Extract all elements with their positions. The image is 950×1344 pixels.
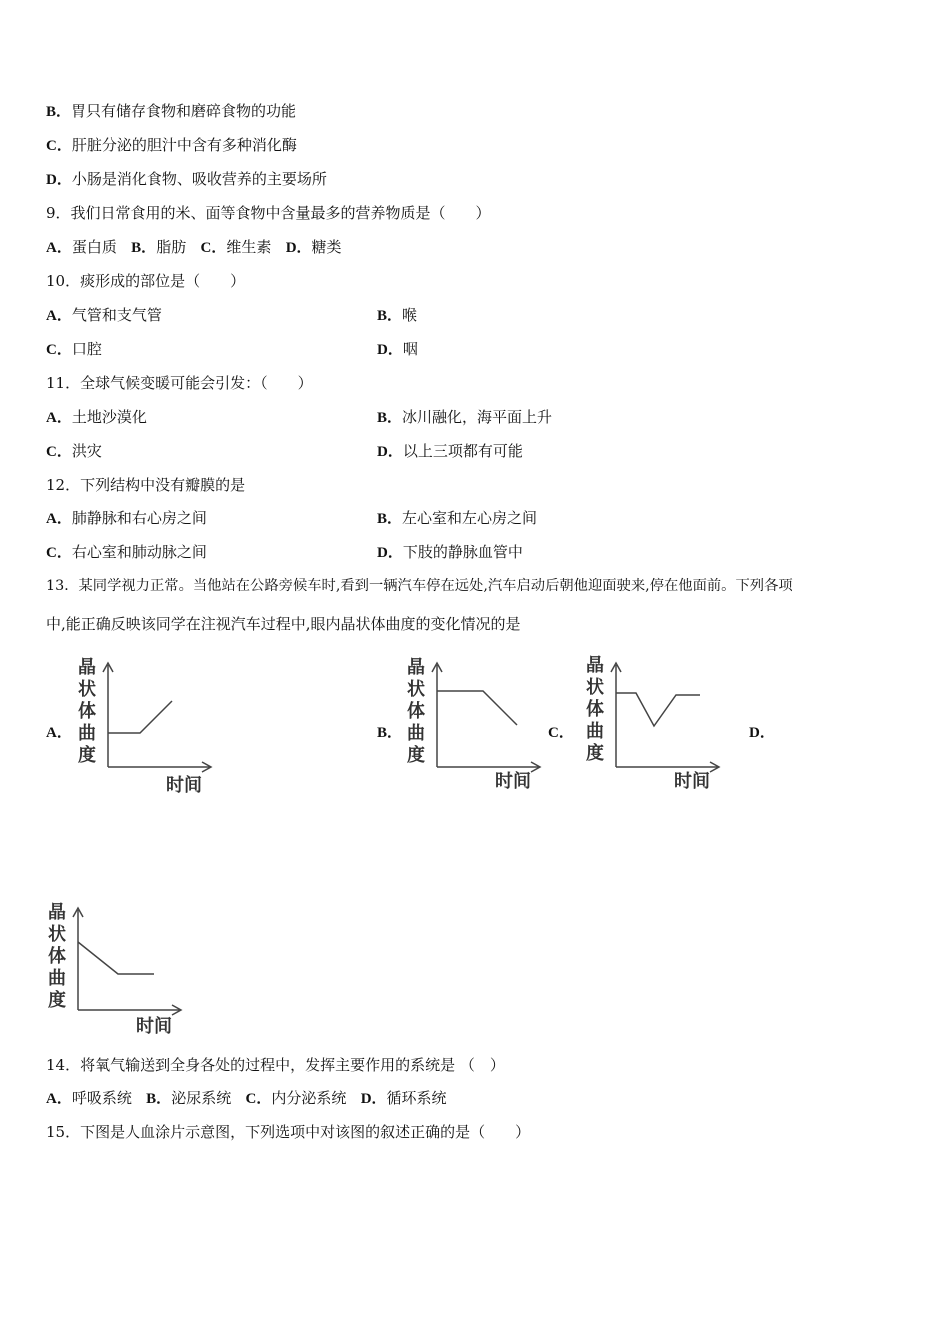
q8-option-d: D．小肠是消化食物、吸收营养的主要场所 <box>46 170 327 188</box>
q15-stem: 15．下图是人血涂片示意图，下列选项中对该图的叙述正确的是（ ） <box>46 1123 531 1141</box>
graph-c-ylabel-5: 度 <box>586 743 604 764</box>
graph-b-ylabel-2: 状 <box>407 679 425 700</box>
q9-option-a: A．蛋白质 <box>46 238 117 256</box>
q10-option-d: D．咽 <box>377 340 418 358</box>
q14-option-a: A．呼吸系统 <box>46 1089 132 1107</box>
q13-graph-b <box>407 655 547 795</box>
q13-label-d: D． <box>749 725 775 741</box>
graph-d-xlabel: 时间 <box>136 1016 172 1037</box>
q11-option-a: A．土地沙漠化 <box>46 408 147 426</box>
q11-option-c: C．洪灾 <box>46 442 102 460</box>
q10-option-b: B．喉 <box>377 306 418 324</box>
graph-d-ylabel-3: 体 <box>48 946 66 967</box>
graph-a-xlabel: 时间 <box>166 775 202 796</box>
q9-option-b: B．脂肪 <box>131 238 187 256</box>
q14-option-c: C．内分泌系统 <box>245 1089 347 1107</box>
q13-label-c: C． <box>548 725 574 741</box>
q14-option-b: B．泌尿系统 <box>146 1089 232 1107</box>
graph-b-ylabel-4: 曲 <box>407 723 425 744</box>
q12-option-b: B．左心室和左心房之间 <box>377 509 538 527</box>
q9-option-d: D．糖类 <box>285 238 342 256</box>
graph-a-ylabel-3: 体 <box>78 701 96 722</box>
graph-c-ylabel-4: 曲 <box>586 721 604 742</box>
graph-b-xlabel: 时间 <box>495 771 531 792</box>
graph-a-curve <box>108 701 172 733</box>
q11-stem: 11．全球气候变暖可能会引发：（ ） <box>46 374 313 392</box>
q11-option-b: B．冰川融化，海平面上升 <box>377 408 553 426</box>
q12-option-d: D．下肢的静脉血管中 <box>377 543 523 561</box>
q13-label-a: A． <box>46 725 72 741</box>
q9-options <box>46 237 342 258</box>
graph-c-xlabel: 时间 <box>674 771 710 792</box>
graph-b-curve <box>437 691 517 725</box>
q14-stem: 14．将氧气输送到全身各处的过程中，发挥主要作用的系统是 （ ） <box>46 1056 505 1074</box>
graph-b-ylabel-3: 体 <box>407 701 425 722</box>
graph-a-ylabel-1: 晶 <box>78 657 96 678</box>
graph-d-ylabel-5: 度 <box>48 990 66 1011</box>
q14-options <box>46 1088 447 1109</box>
q10-option-a: A．气管和支气管 <box>46 306 162 324</box>
q13-graph-d <box>48 900 188 1040</box>
graph-c-ylabel-3: 体 <box>586 699 604 720</box>
q13-label-b: B． <box>377 725 403 741</box>
q9-option-c: C．维生素 <box>200 238 272 256</box>
q10-option-c: C．口腔 <box>46 340 102 358</box>
q10-stem: 10．痰形成的部位是（ ） <box>46 272 246 290</box>
graph-c-ylabel-2: 状 <box>586 677 604 698</box>
q13-graph-c <box>586 655 726 795</box>
graph-d-curve <box>78 942 154 974</box>
graph-a-ylabel-5: 度 <box>78 745 96 766</box>
graph-a-ylabel-2: 状 <box>78 679 96 700</box>
q13-graph-a <box>78 655 218 795</box>
q13-stem-line1: 13．某同学视力正常。当他站在公路旁候车时,看到一辆汽车停在远处,汽车启动后朝他迎面驶来,停在他面前。下列各项 <box>46 578 793 594</box>
graph-c-ylabel-1: 晶 <box>586 655 604 676</box>
graph-d-ylabel-2: 状 <box>48 924 66 945</box>
q12-stem: 12．下列结构中没有瓣膜的是 <box>46 476 246 494</box>
q12-option-c: C．右心室和肺动脉之间 <box>46 543 207 561</box>
graph-c-curve <box>616 693 700 726</box>
q8-option-b: B．胃只有储存食物和磨碎食物的功能 <box>46 102 297 120</box>
q13-stem-line2: 中,能正确反映该同学在注视汽车过程中,眼内晶状体曲度的变化情况的是 <box>46 615 521 633</box>
q14-option-d: D．循环系统 <box>360 1089 447 1107</box>
q12-option-a: A．肺静脉和右心房之间 <box>46 509 207 527</box>
graph-a-ylabel-4: 曲 <box>78 723 96 744</box>
graph-d-ylabel-4: 曲 <box>48 968 66 989</box>
graph-d-ylabel-1: 晶 <box>48 902 66 923</box>
q11-option-d: D．以上三项都有可能 <box>377 442 523 460</box>
graph-b-ylabel-5: 度 <box>407 745 425 766</box>
graph-b-ylabel-1: 晶 <box>407 657 425 678</box>
q8-option-c: C．肝脏分泌的胆汁中含有多种消化酶 <box>46 136 297 154</box>
q9-stem: 9．我们日常食用的米、面等食物中含量最多的营养物质是（ ） <box>46 204 491 222</box>
